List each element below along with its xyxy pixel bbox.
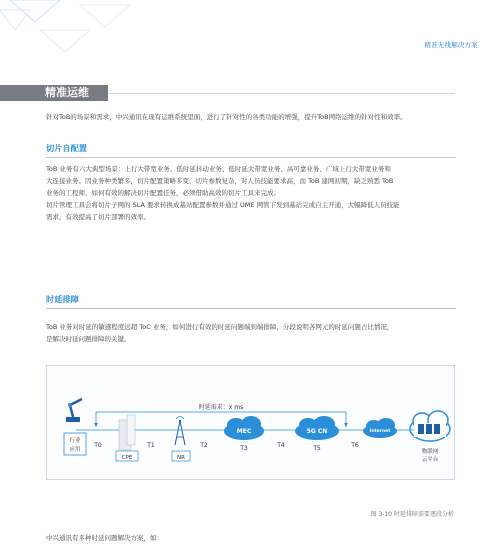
cpe-device-icon: [119, 415, 135, 450]
slice-config-title: 切片自配置: [46, 143, 87, 153]
segment-label: T6: [351, 442, 359, 449]
latency-diagram: [46, 365, 455, 480]
nr-label: NR: [177, 455, 185, 461]
segment-label: T2: [200, 442, 208, 449]
segment-label: T1: [147, 442, 155, 449]
intro-paragraph: 针对ToB的场景和需求，中兴通讯在现有运维系统里面，进行了针对性的各类功能的增强，提升ToB网络运维的针对性和效率。: [46, 113, 407, 121]
segment-label: T0: [94, 442, 102, 449]
closing-paragraph: 中兴通讯有多种时延问题解决方案，如：: [46, 534, 163, 542]
iot-label-1: 物联网: [421, 449, 439, 455]
decorative-triangles: [0, 0, 150, 70]
latency-line: ToB 业务对时延的敏感程度远超 ToC 业务，如何进行有效的时延问题端到端排障，分段说明各网元的时延问题占比情况，: [46, 323, 394, 331]
segment-label: T5: [313, 445, 321, 452]
slice-config-body: [46, 163, 458, 223]
latency-requirement-label: 时延需求：x ms: [198, 404, 244, 411]
slice-line: ToB 业务有六大典型场景：上行大带宽业务、低时延抖动业务、低时延大带宽业务、高可靠业务、广域上行大带宽业务和: [46, 165, 391, 173]
industry-app-label-2: 应用: [69, 447, 81, 453]
radio-tower-icon: [175, 417, 185, 446]
slice-line: 需求，有效提高了切片部署的效率。: [46, 213, 150, 221]
segment-label: T3: [240, 445, 248, 452]
core-label: 5G CN: [306, 428, 328, 435]
latency-title: 时延排障: [46, 294, 79, 304]
arrow-head-right: [344, 423, 348, 427]
figure-caption: 图 3-10 时延排障需要逐段分析: [370, 511, 454, 518]
slice-line: 切片管理工具会将切片子网的 SLA 要求转换成基站配置参数并通过 UME 网管下发到基站完成自主开通，大幅降低人员技能: [46, 201, 400, 209]
title-rule: [108, 93, 455, 94]
latency-rule: [46, 308, 456, 309]
robot-arm-icon: [66, 399, 82, 422]
internet-label: Internet: [369, 429, 391, 434]
section-title: 精准运维: [45, 86, 89, 99]
latency-line: 是解决时延问题排障的关键。: [46, 335, 131, 343]
header-label: 精准无线解决方案: [424, 41, 478, 49]
cpe-label: CPE: [121, 455, 133, 461]
segment-label: T4: [277, 442, 285, 449]
slice-config-rule: [46, 157, 456, 158]
slice-line: 业务的工程师，如何有效的解决切片配置任务，必须借助高效的切片工具来完成；: [46, 189, 280, 197]
iot-label-2: 云平台: [421, 457, 439, 463]
section-title-bar: [0, 85, 108, 101]
latency-body: [46, 321, 458, 345]
industry-app-label-1: 行业: [69, 438, 81, 444]
mec-label: MEC: [236, 428, 252, 435]
iot-cloud-icon: [410, 411, 450, 441]
arrow-head-left: [94, 423, 98, 427]
internet-cloud-icon: [363, 418, 397, 438]
slice-line: 大连接业务。因业务种类繁多，切片配置策略多变，切片参数复杂，对人员技能要求高，而 ToB 建网初期，缺乏熟悉 ToB: [46, 177, 394, 185]
